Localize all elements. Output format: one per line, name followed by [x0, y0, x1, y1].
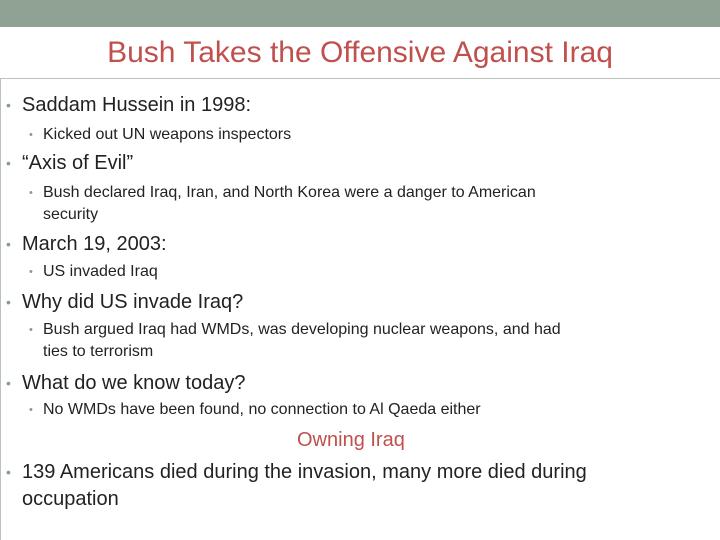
- bullet-text-continued: occupation: [22, 488, 119, 510]
- sub-bullet-icon: •: [29, 187, 33, 199]
- sub-bullet-text: Bush declared Iraq, Iran, and North Korea were a danger to American: [43, 184, 536, 201]
- slide-title: Bush Takes the Offensive Against Iraq: [107, 36, 613, 69]
- sub-bullet-text: Kicked out UN weapons inspectors: [43, 126, 292, 143]
- bullet-text: 139 Americans died during the invasion, many more died during: [22, 461, 587, 483]
- sub-bullet-text: No WMDs have been found, no connection to Al Qaeda either: [43, 401, 481, 418]
- sub-bullet-text: Bush argued Iraq had WMDs, was developing nuclear weapons, and had: [43, 321, 561, 338]
- bullet-icon: •: [6, 236, 11, 252]
- sub-bullet-icon: •: [29, 404, 33, 416]
- bullet-text: March 19, 2003:: [22, 233, 167, 255]
- section-note: Owning Iraq: [297, 429, 405, 451]
- bullet-icon: •: [6, 464, 11, 480]
- sub-bullet-text: US invaded Iraq: [43, 263, 158, 280]
- bullet-icon: •: [6, 375, 11, 391]
- bullet-icon: •: [6, 97, 11, 113]
- sub-bullet-text-continued: security: [43, 206, 99, 223]
- bullet-text: Saddam Hussein in 1998:: [22, 94, 252, 116]
- bullet-icon: •: [6, 155, 11, 171]
- bullet-icon: •: [6, 294, 11, 310]
- bullet-text: What do we know today?: [22, 372, 246, 394]
- sub-bullet-text-continued: ties to terrorism: [43, 343, 154, 360]
- sub-bullet-icon: •: [29, 266, 33, 278]
- bullet-text: “Axis of Evil”: [22, 152, 134, 174]
- sub-bullet-icon: •: [29, 129, 33, 141]
- sub-bullet-icon: •: [29, 324, 33, 336]
- bullet-text: Why did US invade Iraq?: [22, 291, 244, 313]
